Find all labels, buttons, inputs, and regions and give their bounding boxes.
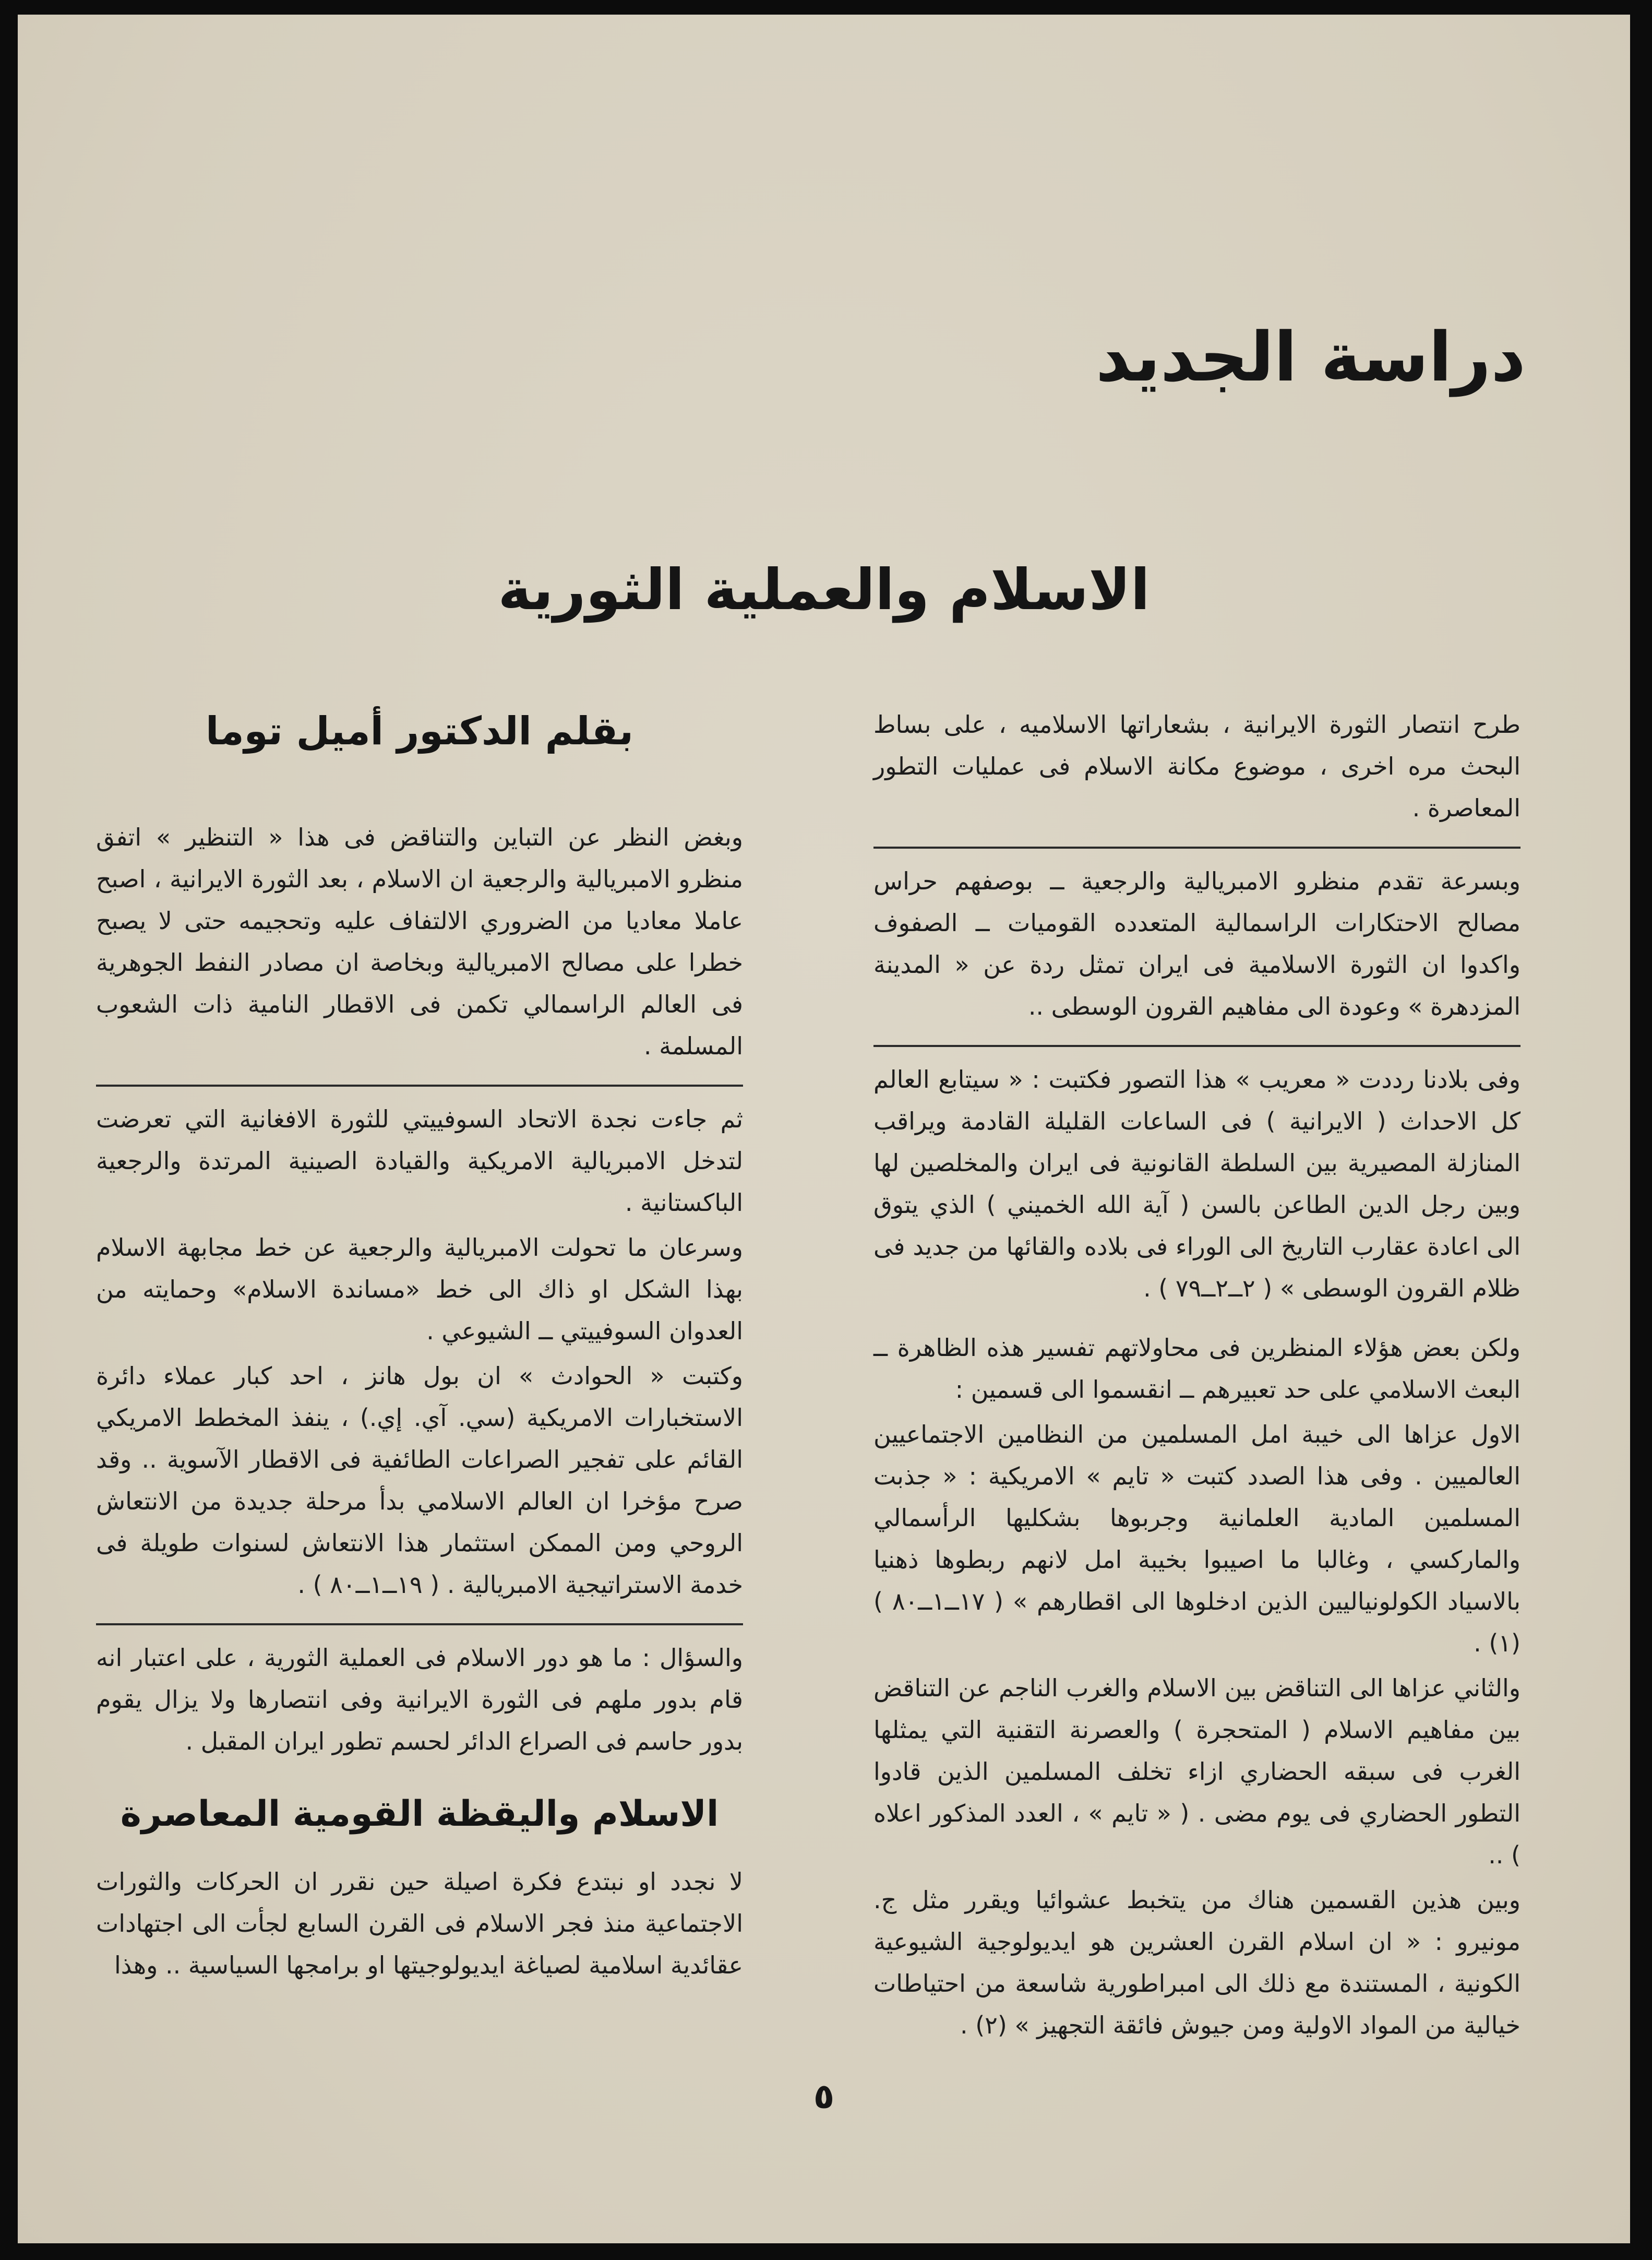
paragraph: والسؤال : ما هو دور الاسلام فى العملية الثورية ، على اعتبار انه قام بدور ملهم فى الثورة الايرانية وفى انتصارها ولا يزال يقوم بدور حاسم فى الصراع الدائر لحسم تطور ايران المقبل . (96, 1644, 743, 1755)
paragraph: وبغض النظر عن التباين والتناقض فى هذا « التنظير » اتفق منظرو الامبريالية والرجعية ان الاسلام ، بعد الثورة الايرانية ، اصبح عاملا معاديا من الضروري الالتفاف عليه وتحجيمه حتى لا يصبح خطرا على مصالح الامبريالية وبخاصة ان مصادر النفط الجوهرية فى العالم الراسمالي تكمن فى الاقطار النامية ذات الشعوب المسلمة . (96, 823, 743, 1060)
section-label: دراسة الجديد (1095, 317, 1526, 397)
left-column (96, 704, 743, 2004)
paragraph: وكتبت « الحوادث » ان بول هانز ، احد كبار عملاء دائرة الاستخبارات الامريكية (سي. آي. إي.) ، ينفذ المخطط الامريكي القائم على تفجير الصراعات الطائفية فى الاقطار الآسوية .. وقد صرح مؤخرا ان العالم الاسلامي بدأ مرحلة جديدة من الانتعاش الروحي ومن الممكن استثمار هذا الانتعاش لسنوات طويلة فى خدمة الاستراتيجية الامبريالية . ( ١٩ــ١ــ٨٠ ) . (96, 1362, 743, 1599)
divider (873, 847, 1521, 849)
paragraph: طرح انتصار الثورة الايرانية ، بشعاراتها الاسلاميه ، على بساط البحث مره اخرى ، موضوع مكانة الاسلام فى عمليات التطور المعاصرة . (873, 710, 1521, 822)
paragraph: وسرعان ما تحولت الامبريالية والرجعية عن خط مجابهة الاسلام بهذا الشكل او ذاك الى خط «مساندة الاسلام» وحمايته من العدوان السوفييتي ــ الشيوعي . (96, 1233, 743, 1345)
subheading: الاسلام واليقظة القومية المعاصرة (120, 1793, 719, 1835)
paragraph: لا نجدد او نبتدع فكرة اصيلة حين نقرر ان الحركات والثورات الاجتماعية منذ فجر الاسلام فى القرن السابع لجأت الى اجتهادات عقائدية اسلامية لصياغة ايديولوجيتها او برامجها السياسية .. وهذا (96, 1868, 743, 1979)
magazine-page (18, 15, 1630, 2243)
paragraph: الاول عزاها الى خيبة امل المسلمين من النظامين الاجتماعيين العالميين . وفى هذا الصدد كتبت « تايم » الامريكية : « جذبت المسلمين المادية العلمانية وجربوها بشكليها الرأسمالي والماركسي ، وغالبا ما اصيبوا بخيبة امل لانهم ربطوها ذهنيا بالاسياد الكولونياليين الذين ادخلوها الى اقطارهم » ( ١٧ــ١ــ٨٠ ) (١) . (873, 1420, 1521, 1657)
right-column (873, 704, 1521, 2064)
paragraph: وبسرعة تقدم منظرو الامبريالية والرجعية ــ بوصفهم حراس مصالح الاحتكارات الراسمالية المتعدده القوميات ــ الصفوف واكدوا ان الثورة الاسلامية فى ايران تمثل ردة عن « المدينة المزدهرة » وعودة الى مفاهيم القرون الوسطى .. (873, 867, 1521, 1020)
article-title: الاسلام والعملية الثورية (498, 557, 1150, 623)
divider (873, 1045, 1521, 1047)
paragraph: ولكن بعض هؤلاء المنظرين فى محاولاتهم تفسير هذه الظاهرة ــ البعث الاسلامي على حد تعبيرهم ــ انقسموا الى قسمين : (873, 1334, 1521, 1403)
divider (96, 1085, 743, 1087)
paragraph: وفى بلادنا رددت « معريب » هذا التصور فكتبت : « سيتابع العالم كل الاحداث ( الايرانية ) فى الساعات القليلة القادمة ويراقب المنازلة المصيرية بين السلطة القانونية فى ايران والمخلصين لها وبين رجل الدين الطاعن بالسن ( آية الله الخميني ) الذي يتوق الى اعادة عقارب التاريخ الى الوراء فى بلاده والقائها من جديد فى ظلام القرون الوسطى » ( ٢ــ٢ــ٧٩ ) . (873, 1065, 1521, 1302)
paragraph: ثم جاءت نجدة الاتحاد السوفييتي للثورة الافغانية التي تعرضت لتدخل الامبريالية الامريكية والقيادة الصينية المرتدة والرجعية الباكستانية . (96, 1105, 743, 1217)
paragraph: والثاني عزاها الى التناقض بين الاسلام والغرب الناجم عن التناقض بين مفاهيم الاسلام ( المتحجرة ) والعصرنة التقنية التي يمثلها الغرب فى سبقه الحضاري ازاء تخلف المسلمين الذين قادوا التطور الحضاري فى يوم مضى . ( « تايم » ، العدد المذكور اعلاه ) .. (873, 1674, 1521, 1869)
page-number: ٥ (813, 2076, 835, 2116)
divider (96, 1623, 743, 1625)
author-byline: بقلم الدكتور أميل توما (206, 709, 633, 754)
paragraph: وبين هذين القسمين هناك من يتخبط عشوائيا ويقرر مثل ج. مونيرو : « ان اسلام القرن العشرين هو ايديولوجية الشيوعية الكونية ، المستندة مع ذلك الى امبراطورية شاسعة من احتياطات خيالية من المواد الاولية ومن جيوش فائقة التجهيز » (٢) . (873, 1886, 1521, 2039)
